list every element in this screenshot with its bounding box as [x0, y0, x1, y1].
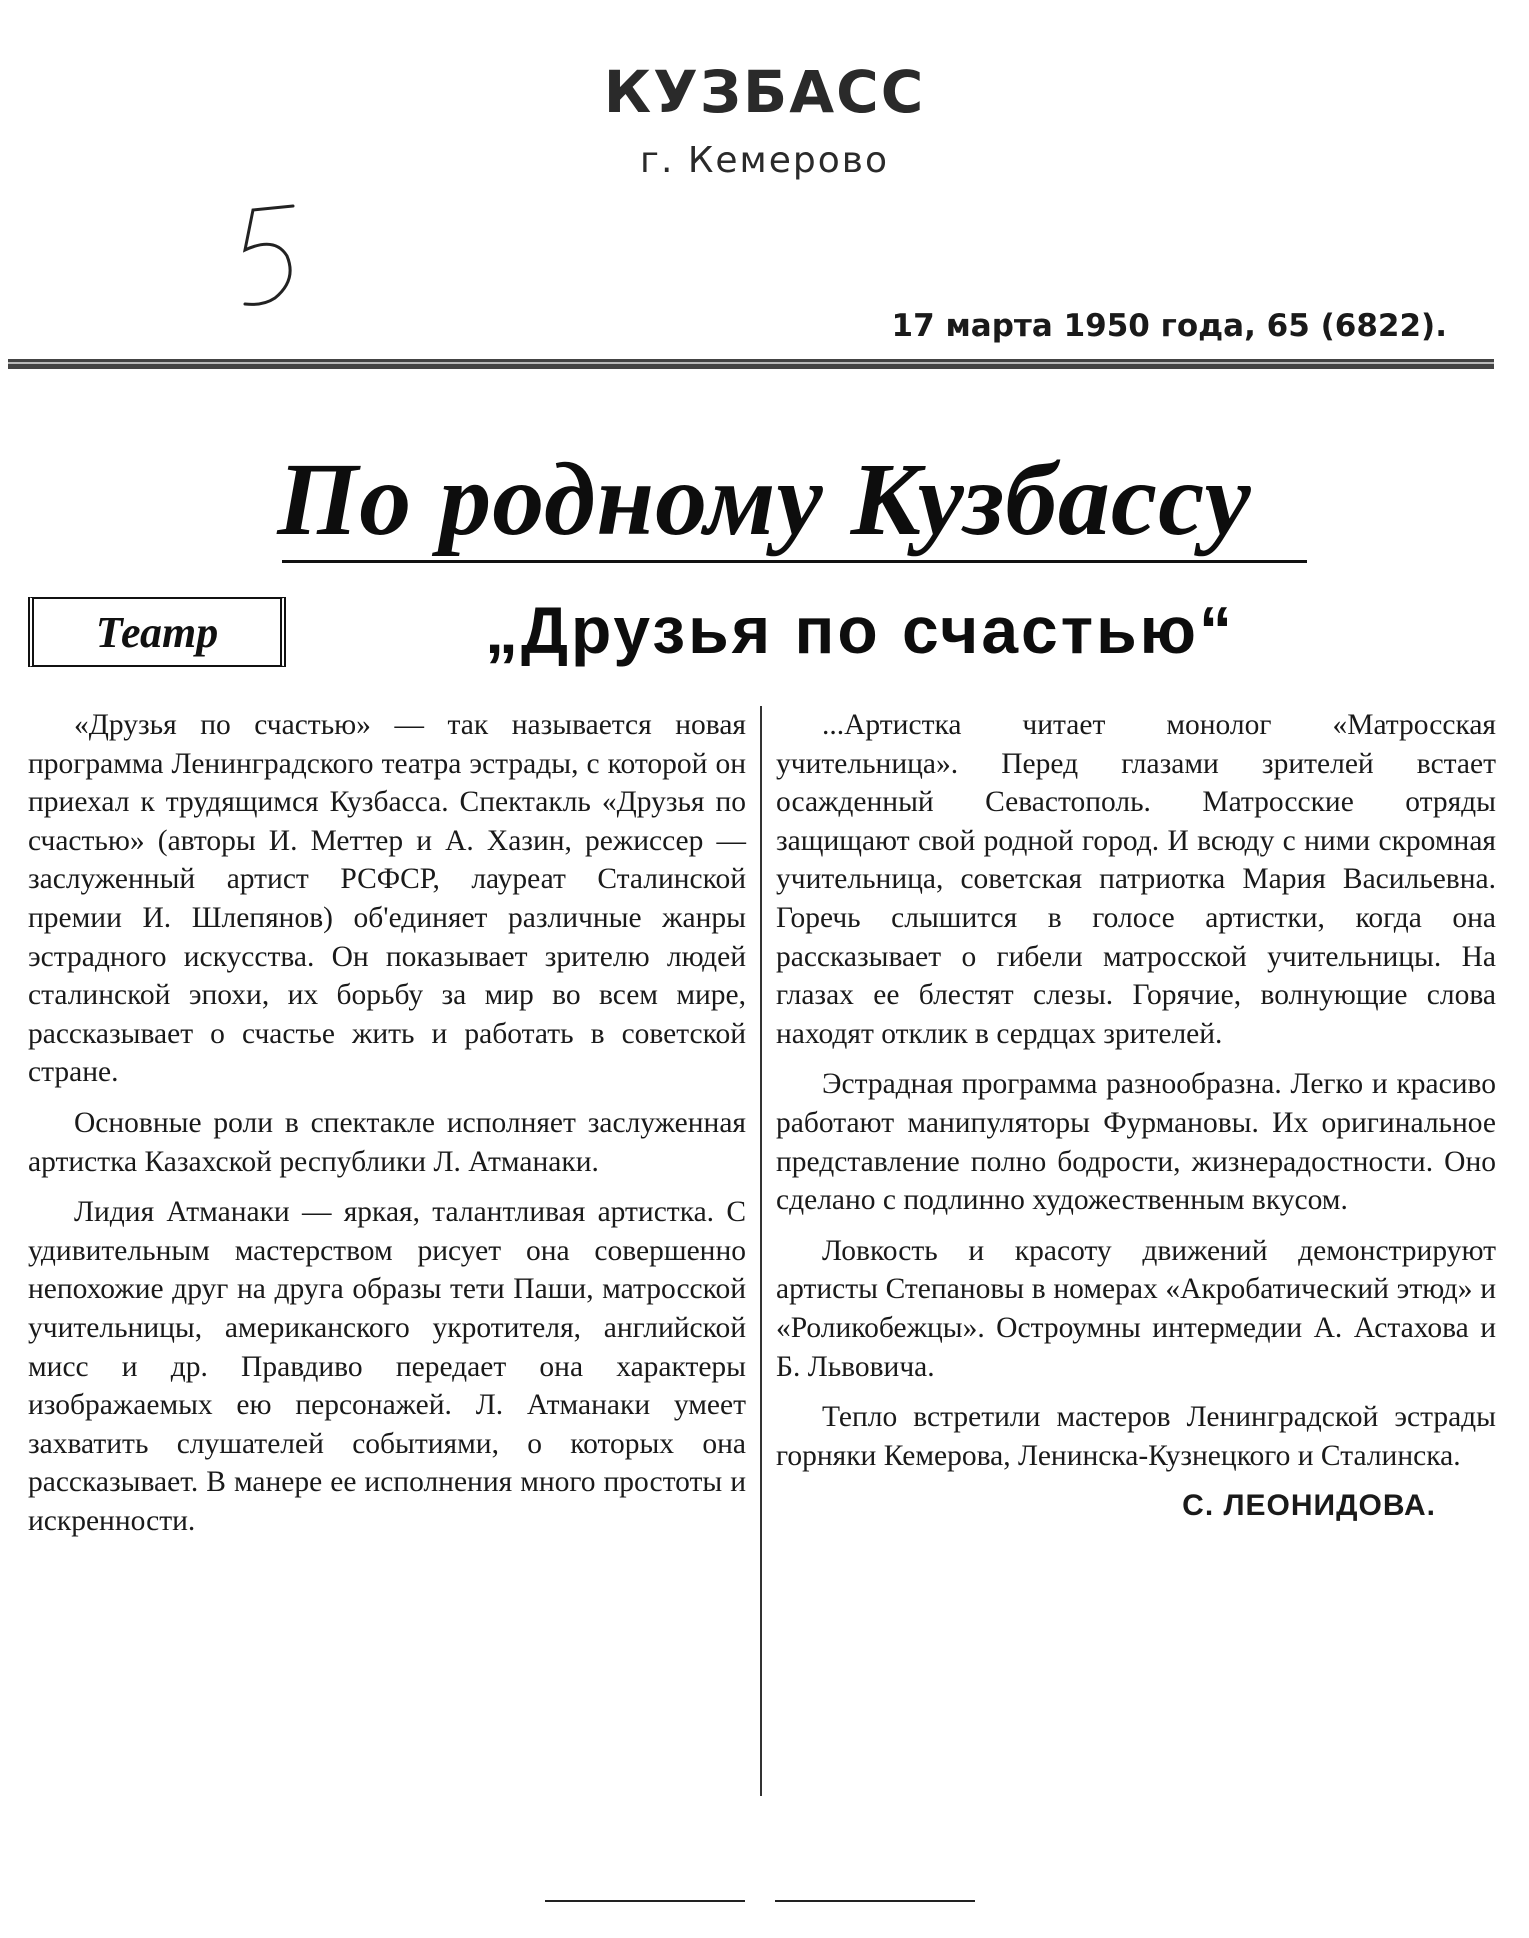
column-divider — [760, 706, 762, 1796]
section-title: По родному Кузбассу — [277, 442, 1252, 557]
paragraph: Основные роли в спектакле исполняет заслуженная артистка Казахской республики Л. Атманаки. — [28, 1106, 746, 1178]
rubric-box — [28, 597, 286, 667]
author-signature: С. ЛЕОНИДОВА. — [1182, 1489, 1436, 1523]
bottom-rule-right — [775, 1900, 975, 1902]
paragraph: Эстрадная программа разнообразна. Легко и красиво работают манипуляторы Фурмановы. Их оригинальное представление полно бодрости, жизнерадостности. Оно сделано с подлинно художественным вкусом. — [776, 1068, 1496, 1217]
handwritten-number-mark — [235, 200, 305, 310]
newspaper-city: г. Кемерово — [640, 140, 889, 181]
bottom-rule-left — [545, 1900, 745, 1902]
article-right-column — [776, 706, 1496, 1538]
paragraph: ...Артистка читает монолог «Матросская учительница». Перед глазами зрителей встает осажденный Севастополь. Матросские отряды защищают свой родной город. И всюду с ними скромная учительница, советская патриотка Мария Васильевна. Горечь слышится в голосе артистки, когда она рассказывает о гибели матросской учительницы. На глазах ее блестят слезы. Горячие, волнующие слова находят отклик в сердцах зрителей. — [776, 709, 1496, 1050]
paragraph: Лидия Атманаки — яркая, талантливая артистка. С удивительным мастерством рисует она совершенно непохожие друг на друга образы тети Паши, матросской учительницы, американского укротителя, английской мисс и др. Правдиво передает она характеры изображаемых ею персонажей. Л. Атманаки умеет захватить слушателей событиями, о которых она рассказывает. В манере ее исполнения много простоты и искренности. — [28, 1196, 746, 1537]
masthead-rule — [8, 356, 1494, 372]
article-left-column — [28, 706, 746, 1552]
article-headline: „Друзья по счастью“ — [484, 593, 1236, 667]
paragraph: Ловкость и красоту движений демонстрируют артисты Степановы в номерах «Акробатический этюд» и «Роликобежцы». Остроумны интермедии А. Астахова и Б. Львовича. — [776, 1234, 1496, 1383]
issue-dateline: 17 марта 1950 года, 65 (6822). — [891, 308, 1447, 344]
paragraph: «Друзья по счастью» — так называется новая программа Ленинградского театра эстрады, с которой он приехал к трудящимся Кузбасса. Спектакль «Друзья по счастью» (авторы И. Меттер и А. Хазин, режиссер — заслуженный артист РСФСР, лауреат Сталинской премии И. Шлепянов) об'единяет различные жанры эстрадного искусства. Он показывает зрителю людей сталинской эпохи, их борьбу за мир во всем мире, рассказывает о счастье жить и работать в советской стране. — [28, 709, 746, 1089]
section-title-rule — [282, 560, 1307, 563]
paragraph: Тепло встретили мастеров Ленинградской эстрады горняки Кемерова, Ленинска-Кузнецкого и Сталинска. — [776, 1401, 1496, 1472]
newspaper-name: КУЗБАСС — [603, 58, 926, 126]
rubric-label: Театр — [95, 607, 219, 657]
